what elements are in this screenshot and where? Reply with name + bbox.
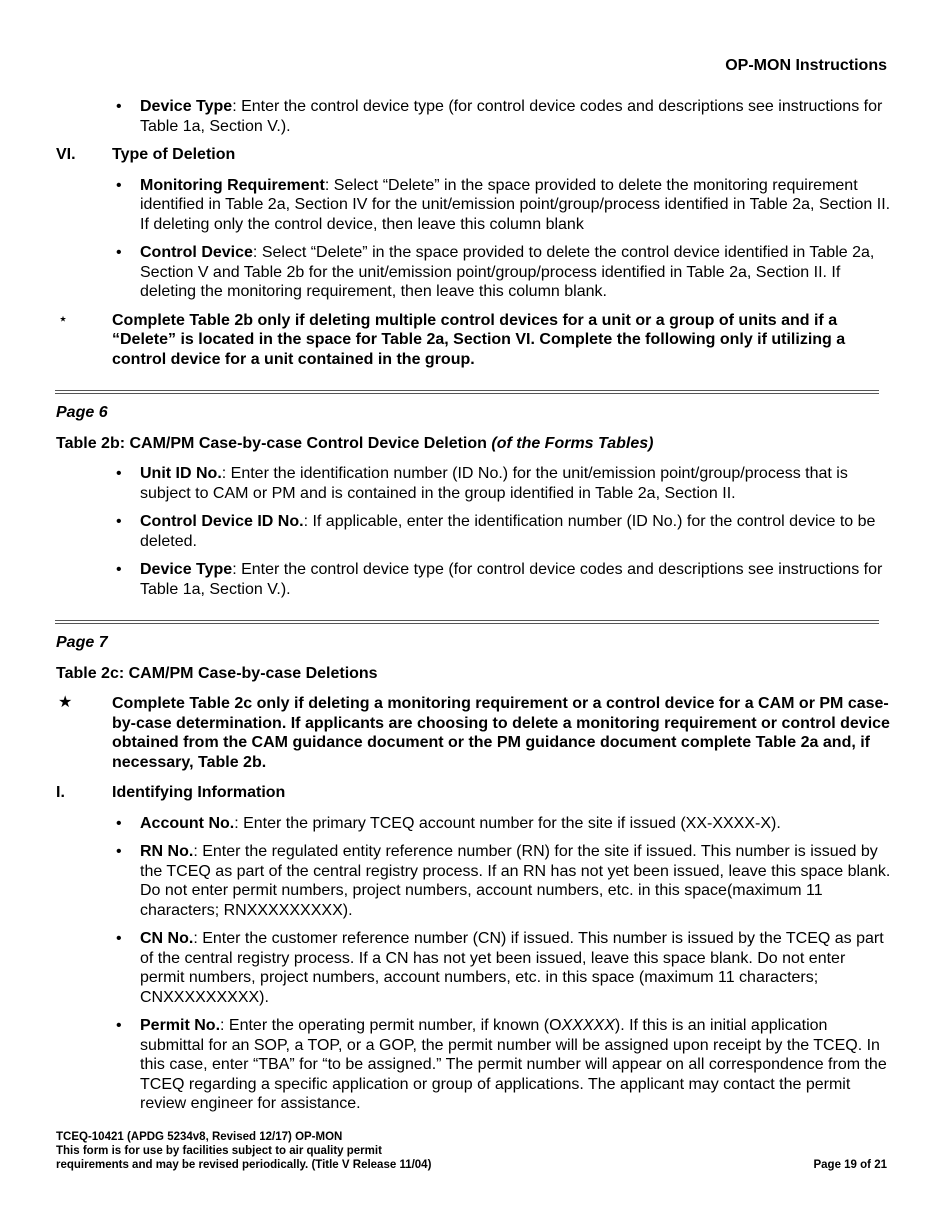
note-table-2c [56,694,894,772]
bullet-term: Permit No. [140,1017,221,1034]
table-title-text: Table 2b: CAM/PM Case-by-case Control Device Deletion [56,434,492,452]
table-2b-title [56,434,894,454]
section-number: I. [56,784,65,801]
bullet-unit-id [56,464,894,503]
page-7-label: Page 7 [56,634,108,651]
note-text: Complete Table 2c only if deleting a monitoring requirement or a control device for a CAM or PM case-by-case determination. If applicants are choosing to delete a monitoring requirement or control device obtained from the CAM guidance document or the PM guidance document complete Table 2a and, if necessary, Table 2b. [112,695,890,771]
bullet-term: RN No. [140,843,194,860]
bullet-term: Control Device ID No. [140,513,304,530]
bullet-text: : Enter the control device type (for control device codes and descriptions see instructions for Table 1a, Section V.). [140,561,883,598]
bullet-device-type [56,560,894,599]
bullet-text: : Select “Delete” in the space provided to delete the control device identified in Table 2a, Section V and Table 2b for the unit/emission point/group/process identified in Table 2a, Section II. If deleting the monitoring requirement, then leave this column blank. [140,244,875,300]
section-divider [55,620,879,624]
bullet-dot: • [116,98,122,115]
bullet-text-italic: XXXXX [561,1017,615,1034]
footer-form-info [56,1130,431,1172]
bullet-term: Unit ID No. [140,465,222,482]
footer-line: TCEQ-10421 (APDG 5234v8, Revised 12/17) OP-MON [56,1131,343,1143]
bullet-text: : Enter the regulated entity reference number (RN) for the site if issued. This number is issued by the TCEQ as part of the central registry process. If an RN has not yet been issued, leave this space blank. Do not enter permit numbers, project numbers, account numbers, etc. in this space(maximum 11 characters; RNXXXXXXXXX). [140,843,891,919]
footer-page-number: Page 19 of 21 [813,1159,887,1171]
bullet-text: : Enter the identification number (ID No.) for the unit/emission point/group/process that is subject to CAM or PM and is contained in the group identified in Table 2a, Section II. [140,465,848,502]
note-text: Complete Table 2b only if deleting multiple control devices for a unit or a group of units and if a “Delete” is located in the space for Table 2a, Section VI. Complete the following only if utilizing a control device for a unit contained in the group. [112,311,846,368]
bullet-rn-no [56,842,894,920]
section-title: Identifying Information [112,784,286,801]
bullet-text: : Enter the customer reference number (CN) if issued. This number is issued by the TCEQ as part of the central registry process. If a CN has not yet been issued, leave this space blank. Do not enter permit numbers, project numbers, account numbers, etc. in this space (maximum 11 characters; CNXXXXXXXXX). [140,930,884,1006]
bullet-dot: • [116,244,122,261]
bullet-text: : Enter the primary TCEQ account number for the site if issued (XX-XXXX-X). [234,814,781,832]
bullet-term: Device Type [140,561,233,578]
star-icon: ★ [58,694,73,711]
bullet-dot: • [116,176,122,194]
bullet-account-no [56,814,894,834]
bullet-term: Account No. [140,814,235,832]
bullet-text: : If applicable, enter the identification number (ID No.) for the control device to be deleted. [140,513,876,550]
bullet-text: ). If this is an initial application submittal for an SOP, a TOP, or a GOP, the permit number will be assigned upon receipt by the TCEQ. In this case, enter “TBA” for “to be assigned.” The permit number will appear on all correspondence from the TCEQ regarding a specific application or group of applications. The applicant may contact the permit review engineer for assistance. [140,1017,887,1112]
bullet-monitoring-requirement [56,176,894,235]
page-header-title: OP-MON Instructions [725,57,887,74]
bullet-dot: • [116,1017,122,1034]
document-content [56,97,894,1123]
bullet-dot: • [116,843,122,860]
table-2c-title: Table 2c: CAM/PM Case-by-case Deletions [56,664,378,682]
bullet-device-type-top [56,97,894,136]
section-i-heading [56,783,894,803]
section-number: VI. [56,146,76,163]
bullet-term: Device Type [140,98,233,115]
bullet-dot: • [116,814,122,832]
star-icon: ⋆ [58,310,69,328]
bullet-term: Monitoring Requirement [140,176,325,194]
note-table-2b [56,311,894,370]
bullet-control-device [56,243,894,302]
bullet-permit-no [56,1016,894,1114]
bullet-dot: • [116,930,122,947]
section-divider [55,390,879,394]
page-6-label: Page 6 [56,404,108,421]
table-title-italic: (of the Forms Tables) [491,434,654,452]
bullet-control-device-id [56,512,894,551]
document-page [56,0,894,1230]
bullet-cn-no [56,929,894,1007]
bullet-dot: • [116,465,122,482]
bullet-term: CN No. [140,930,194,947]
bullet-dot: • [116,561,122,578]
bullet-text: : Select “Delete” in the space provided to delete the monitoring requirement identified in Table 2a, Section IV for the unit/emission point/group/process identified in Table 2a, Section II. If deleting only the control device, then leave this column blank [140,176,891,233]
section-vi-heading [56,145,894,165]
bullet-dot: • [116,513,122,530]
footer-line: requirements and may be revised periodically. (Title V Release 11/04) [56,1159,432,1171]
bullet-text: : Enter the operating permit number, if known (O [220,1017,562,1034]
footer-line: This form is for use by facilities subject to air quality permit [56,1145,382,1157]
bullet-text: : Enter the control device type (for control device codes and descriptions see instructions for Table 1a, Section V.). [140,98,883,135]
bullet-term: Control Device [140,244,253,261]
section-title: Type of Deletion [112,146,236,163]
